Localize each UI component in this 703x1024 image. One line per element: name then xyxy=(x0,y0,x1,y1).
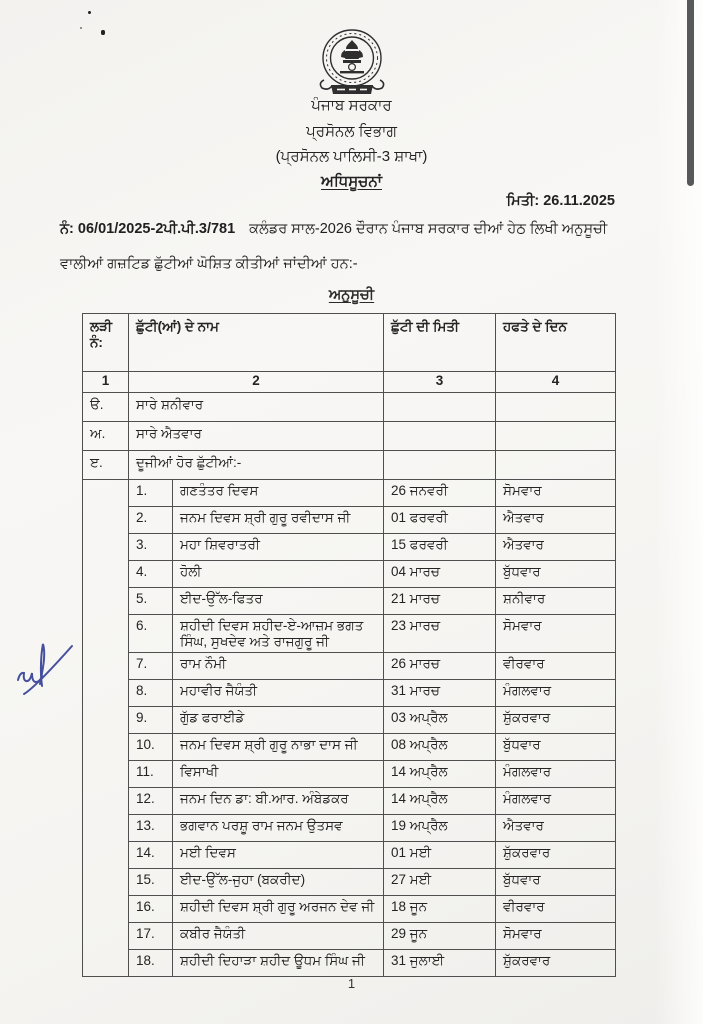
table-row xyxy=(83,923,616,950)
row-number-cell: 3. xyxy=(129,534,173,561)
column-number: 2 xyxy=(129,372,384,393)
row-number-cell: 16. xyxy=(129,896,173,923)
holiday-date-cell: 04 ਮਾਰਚ xyxy=(384,561,496,588)
handwritten-initials xyxy=(10,628,82,713)
weekday-cell: ਐਤਵਾਰ xyxy=(496,507,616,534)
weekday-cell: ਸ਼ਨੀਵਾਰ xyxy=(496,588,616,615)
header-holiday-name: ਛੁੱਟੀ(ਆਂ) ਦੇ ਨਾਮ xyxy=(129,314,384,372)
holiday-name-cell: ਸ਼ਹੀਦੀ ਦਿਵਸ ਸ਼੍ਰੀ ਗੁਰੂ ਅਰਜਨ ਦੇਵ ਜੀ xyxy=(173,896,384,923)
holiday-date-cell: 14 ਅਪ੍ਰੈਲ xyxy=(384,761,496,788)
holiday-date-cell: 15 ਫਰਵਰੀ xyxy=(384,534,496,561)
row-number-cell: 13. xyxy=(129,815,173,842)
row-number-cell: 6. xyxy=(129,615,173,653)
holiday-date-cell: 14 ਅਪ੍ਰੈਲ xyxy=(384,788,496,815)
holiday-date-cell: 08 ਅਪ੍ਰੈਲ xyxy=(384,734,496,761)
holiday-date-cell: 01 ਫਰਵਰੀ xyxy=(384,507,496,534)
holiday-name-cell: ਜਨਮ ਦਿਵਸ ਸ਼੍ਰੀ ਗੁਰੂ ਰਵੀਦਾਸ ਜੀ xyxy=(173,507,384,534)
row-number-cell: 12. xyxy=(129,788,173,815)
weekday-cell: ਮੰਗਲਵਾਰ xyxy=(496,788,616,815)
holiday-name-cell: ਜਨਮ ਦਿਵਸ ਸ਼੍ਰੀ ਗੁਰੂ ਨਾਭਾ ਦਾਸ ਜੀ xyxy=(173,734,384,761)
table-row xyxy=(83,561,616,588)
weekday-cell: ਵੀਰਵਾਰ xyxy=(496,896,616,923)
weekday-cell: ਮੰਗਲਵਾਰ xyxy=(496,680,616,707)
holiday-name-cell: ਜਨਮ ਦਿਨ ਡਾ: ਬੀ.ਆਰ. ਅੰਬੇਡਕਰ xyxy=(173,788,384,815)
column-number-row xyxy=(83,372,616,393)
weekday-cell: ਐਤਵਾਰ xyxy=(496,815,616,842)
weekday-cell: ਸ਼ੁੱਕਰਵਾਰ xyxy=(496,842,616,869)
holiday-date-cell: 26 ਜਨਵਰੀ xyxy=(384,480,496,507)
holiday-name-cell: ਰਾਮ ਨੌਮੀ xyxy=(173,653,384,680)
table-row xyxy=(83,653,616,680)
weekday-cell: ਸੋਮਵਾਰ xyxy=(496,480,616,507)
holiday-date-cell: 27 ਮਈ xyxy=(384,869,496,896)
holiday-name-cell: ਹੋਲੀ xyxy=(173,561,384,588)
holiday-name-cell: ਵਿਸਾਖੀ xyxy=(173,761,384,788)
column-number: 1 xyxy=(83,372,129,393)
document-type-title: ਅਧਿਸੂਚਨਾਂ xyxy=(321,173,382,190)
row-number-cell: 7. xyxy=(129,653,173,680)
ink-speck xyxy=(88,11,91,14)
holiday-name-cell: ਦੂਜੀਆਂ ਹੋਰ ਛੁੱਟੀਆਂ:- xyxy=(129,451,384,480)
table-row xyxy=(83,896,616,923)
table-row xyxy=(83,869,616,896)
table-header-row xyxy=(83,314,616,372)
header-serial: ਲੜੀ ਨੰ: xyxy=(83,314,129,372)
table-row xyxy=(83,393,616,422)
row-number-cell: 2. xyxy=(129,507,173,534)
holiday-date-cell: 18 ਜੂਨ xyxy=(384,896,496,923)
column-number: 4 xyxy=(496,372,616,393)
schedule-title: ਅਨੁਸੂਚੀ xyxy=(328,287,375,303)
holiday-date-cell: 03 ਅਪ੍ਰੈਲ xyxy=(384,707,496,734)
table-row xyxy=(83,680,616,707)
holiday-name-cell: ਗੁੱਡ ਫਰਾਈਡੇ xyxy=(173,707,384,734)
table-row xyxy=(83,480,616,507)
serial-cell: ਅ. xyxy=(83,422,129,451)
weekday-cell: ਸ਼ੁੱਕਰਵਾਰ xyxy=(496,707,616,734)
punjab-government-emblem-icon xyxy=(0,28,703,107)
notification-date: ਮਿਤੀ: 26.11.2025 xyxy=(506,193,615,209)
weekday-cell xyxy=(496,422,616,451)
weekday-cell: ਸ਼ੁੱਕਰਵਾਰ xyxy=(496,950,616,977)
table-row xyxy=(83,534,616,561)
weekday-cell: ਸੋਮਵਾਰ xyxy=(496,615,616,653)
branch-name: (ਪ੍ਰਸੋਨਲ ਪਾਲਿਸੀ-3 ਸ਼ਾਖਾ) xyxy=(275,148,428,165)
holiday-name-cell: ਕਬੀਰ ਜੈਯੰਤੀ xyxy=(173,923,384,950)
row-number-cell: 11. xyxy=(129,761,173,788)
serial-cell: ੲ. xyxy=(83,451,129,480)
weekday-cell xyxy=(496,393,616,422)
row-number-cell: 10. xyxy=(129,734,173,761)
holiday-name-cell: ਸ਼ਹੀਦੀ ਦਿਵਸ ਸ਼ਹੀਦ-ਏ-ਆਜ਼ਮ ਭਗਤ ਸਿੰਘ, ਸੁਖਦੇਵ ਅਤੇ ਰਾਜਗੁਰੂ ਜੀ xyxy=(173,615,384,653)
holiday-table-body xyxy=(83,393,616,977)
row-number-cell: 18. xyxy=(129,950,173,977)
holiday-name-cell: ਸਾਰੇ ਐਤਵਾਰ xyxy=(129,422,384,451)
row-number-cell: 15. xyxy=(129,869,173,896)
row-number-cell: 1. xyxy=(129,480,173,507)
table-row xyxy=(83,588,616,615)
table-row xyxy=(83,507,616,534)
serial-cell xyxy=(83,480,129,977)
holiday-date-cell xyxy=(384,422,496,451)
holiday-date-cell: 19 ਅਪ੍ਰੈਲ xyxy=(384,815,496,842)
table-row xyxy=(83,815,616,842)
table-row xyxy=(83,788,616,815)
weekday-cell: ਸੋਮਵਾਰ xyxy=(496,923,616,950)
holiday-table xyxy=(82,313,616,977)
holiday-name-cell: ਮਹਾ ਸ਼ਿਵਰਾਤਰੀ xyxy=(173,534,384,561)
holiday-name-cell: ਮਈ ਦਿਵਸ xyxy=(173,842,384,869)
government-name: ਪੰਜਾਬ ਸਰਕਾਰ xyxy=(311,97,392,114)
table-row xyxy=(83,842,616,869)
intro-line-2: ਵਾਲੀਆਂ ਗਜ਼ਟਿਡ ਛੁੱਟੀਆਂ ਘੋਸ਼ਿਤ ਕੀਤੀਆਂ ਜਾਂਦੀਆਂ ਹਨ:- xyxy=(60,256,358,272)
weekday-cell: ਬੁੱਧਵਾਰ xyxy=(496,869,616,896)
intro-line-1 xyxy=(60,221,620,237)
table-row xyxy=(83,761,616,788)
holiday-date-cell: 29 ਜੂਨ xyxy=(384,923,496,950)
holiday-name-cell: ਸ਼ਹੀਦੀ ਦਿਹਾੜਾ ਸ਼ਹੀਦ ਊਧਮ ਸਿੰਘ ਜੀ xyxy=(173,950,384,977)
row-number-cell: 9. xyxy=(129,707,173,734)
intro-text-1: ਕਲੰਡਰ ਸਾਲ-2026 ਦੌਰਾਨ ਪੰਜਾਬ ਸਰਕਾਰ ਦੀਆਂ ਹੇਠ ਲਿਖੀ ਅਨੁਸੂਚੀ xyxy=(249,221,608,237)
table-row xyxy=(83,734,616,761)
table-row xyxy=(83,615,616,653)
weekday-cell: ਮੰਗਲਵਾਰ xyxy=(496,761,616,788)
weekday-cell: ਬੁੱਧਵਾਰ xyxy=(496,734,616,761)
row-number-cell: 4. xyxy=(129,561,173,588)
holiday-date-cell: 31 ਜੁਲਾਈ xyxy=(384,950,496,977)
weekday-cell: ਬੁੱਧਵਾਰ xyxy=(496,561,616,588)
holiday-name-cell: ਮਹਾਵੀਰ ਜੈਯੰਤੀ xyxy=(173,680,384,707)
row-number-cell: 8. xyxy=(129,680,173,707)
row-number-cell: 17. xyxy=(129,923,173,950)
holiday-name-cell: ਈਦ-ਉੱਲ-ਫਿਤਰ xyxy=(173,588,384,615)
header-weekday: ਹਫਤੇ ਦੇ ਦਿਨ xyxy=(496,314,616,372)
table-row xyxy=(83,950,616,977)
holiday-name-cell: ਭਗਵਾਨ ਪਰਸ਼ੂ ਰਾਮ ਜਨਮ ਉਤਸਵ xyxy=(173,815,384,842)
weekday-cell: ਵੀਰਵਾਰ xyxy=(496,653,616,680)
page-number: 1 xyxy=(347,976,356,991)
weekday-cell xyxy=(496,451,616,480)
table-row xyxy=(83,422,616,451)
holiday-date-cell: 26 ਮਾਰਚ xyxy=(384,653,496,680)
table-row xyxy=(83,707,616,734)
serial-cell: ੳ. xyxy=(83,393,129,422)
table-row xyxy=(83,451,616,480)
holiday-date-cell: 21 ਮਾਰਚ xyxy=(384,588,496,615)
holiday-date-cell xyxy=(384,451,496,480)
reference-number: ਨੰ: 06/01/2025-2ਪੀ.ਪੀ.3/781 xyxy=(60,221,236,237)
holiday-name-cell: ਈਦ-ਉੱਲ-ਜੁਹਾ (ਬਕਰੀਦ) xyxy=(173,869,384,896)
column-number: 3 xyxy=(384,372,496,393)
row-number-cell: 5. xyxy=(129,588,173,615)
holiday-date-cell: 01 ਮਈ xyxy=(384,842,496,869)
header-holiday-date: ਛੁੱਟੀ ਦੀ ਮਿਤੀ xyxy=(384,314,496,372)
holiday-date-cell xyxy=(384,393,496,422)
row-number-cell: 14. xyxy=(129,842,173,869)
holiday-date-cell: 31 ਮਾਰਚ xyxy=(384,680,496,707)
holiday-name-cell: ਗਣਤੰਤਰ ਦਿਵਸ xyxy=(173,480,384,507)
weekday-cell: ਐਤਵਾਰ xyxy=(496,534,616,561)
holiday-date-cell: 23 ਮਾਰਚ xyxy=(384,615,496,653)
department-name: ਪ੍ਰਸੋਨਲ ਵਿਭਾਗ xyxy=(306,123,397,140)
holiday-name-cell: ਸਾਰੇ ਸ਼ਨੀਵਾਰ xyxy=(129,393,384,422)
